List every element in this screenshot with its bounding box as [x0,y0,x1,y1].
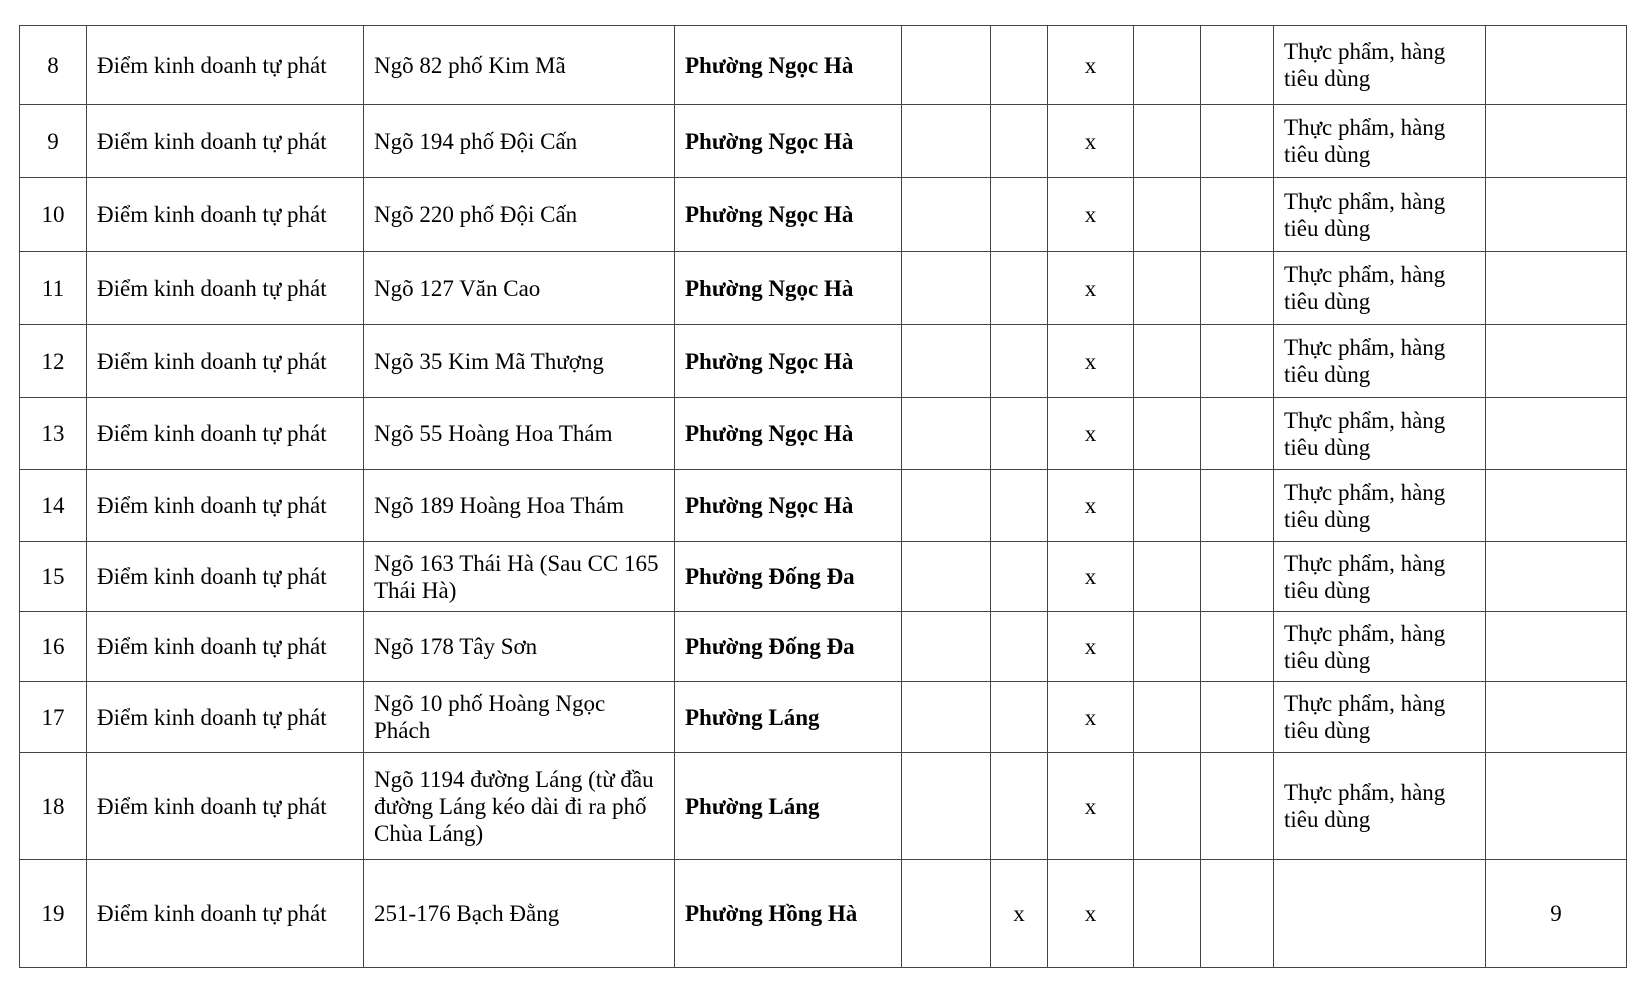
cell-col6 [991,612,1048,682]
cell-address: Ngõ 194 phố Đội Cấn [364,105,675,178]
cell-stt: 15 [20,542,87,612]
cell-ward: Phường Ngọc Hà [675,105,902,178]
cell-col6 [991,105,1048,178]
cell-col7: x [1048,105,1134,178]
cell-ward: Phường Ngọc Hà [675,252,902,325]
cell-col8 [1134,542,1201,612]
market-points-table [19,25,1627,968]
cell-col8 [1134,105,1201,178]
cell-category: Thực phẩm, hàng tiêu dùng [1274,682,1486,753]
cell-type: Điểm kinh doanh tự phát [87,178,364,252]
cell-category: Thực phẩm, hàng tiêu dùng [1274,753,1486,860]
cell-type: Điểm kinh doanh tự phát [87,398,364,470]
cell-col11 [1486,252,1627,325]
cell-col6 [991,682,1048,753]
cell-address: Ngõ 55 Hoàng Hoa Thám [364,398,675,470]
cell-address: Ngõ 127 Văn Cao [364,252,675,325]
cell-category: Thực phẩm, hàng tiêu dùng [1274,178,1486,252]
cell-col7: x [1048,470,1134,542]
cell-col9 [1201,398,1274,470]
cell-stt: 11 [20,252,87,325]
cell-category: Thực phẩm, hàng tiêu dùng [1274,26,1486,105]
cell-col5 [902,682,991,753]
cell-col5 [902,325,991,398]
cell-col11: 9 [1486,860,1627,968]
cell-category: Thực phẩm, hàng tiêu dùng [1274,325,1486,398]
cell-col9 [1201,860,1274,968]
cell-col7: x [1048,682,1134,753]
table-row [20,26,1627,105]
table-row [20,325,1627,398]
cell-col11 [1486,398,1627,470]
cell-col7: x [1048,178,1134,252]
cell-type: Điểm kinh doanh tự phát [87,26,364,105]
cell-col8 [1134,252,1201,325]
cell-address: Ngõ 10 phố Hoàng Ngọc Phách [364,682,675,753]
cell-col6 [991,398,1048,470]
cell-address: 251-176 Bạch Đằng [364,860,675,968]
cell-type: Điểm kinh doanh tự phát [87,105,364,178]
cell-ward: Phường Đống Đa [675,612,902,682]
cell-stt: 12 [20,325,87,398]
cell-col7: x [1048,542,1134,612]
cell-col6: x [991,860,1048,968]
cell-ward: Phường Đống Đa [675,542,902,612]
cell-ward: Phường Ngọc Hà [675,178,902,252]
table-row [20,542,1627,612]
cell-ward: Phường Láng [675,682,902,753]
cell-col11 [1486,753,1627,860]
cell-col5 [902,178,991,252]
table-row [20,753,1627,860]
cell-col9 [1201,753,1274,860]
cell-stt: 18 [20,753,87,860]
cell-col9 [1201,26,1274,105]
table-row [20,860,1627,968]
cell-col5 [902,542,991,612]
cell-stt: 13 [20,398,87,470]
cell-col5 [902,105,991,178]
cell-col11 [1486,612,1627,682]
cell-category: Thực phẩm, hàng tiêu dùng [1274,612,1486,682]
cell-category [1274,860,1486,968]
cell-ward: Phường Ngọc Hà [675,470,902,542]
cell-ward: Phường Ngọc Hà [675,26,902,105]
table-row [20,398,1627,470]
cell-col8 [1134,26,1201,105]
table-row [20,178,1627,252]
cell-col6 [991,325,1048,398]
cell-address: Ngõ 35 Kim Mã Thượng [364,325,675,398]
cell-type: Điểm kinh doanh tự phát [87,470,364,542]
cell-col9 [1201,105,1274,178]
table-body [20,26,1627,968]
cell-type: Điểm kinh doanh tự phát [87,612,364,682]
cell-col11 [1486,178,1627,252]
cell-col7: x [1048,612,1134,682]
cell-col11 [1486,105,1627,178]
cell-col7: x [1048,252,1134,325]
cell-category: Thực phẩm, hàng tiêu dùng [1274,542,1486,612]
cell-stt: 17 [20,682,87,753]
cell-col11 [1486,26,1627,105]
cell-col5 [902,612,991,682]
cell-col6 [991,542,1048,612]
cell-type: Điểm kinh doanh tự phát [87,542,364,612]
table-row [20,105,1627,178]
cell-stt: 9 [20,105,87,178]
cell-type: Điểm kinh doanh tự phát [87,252,364,325]
cell-col9 [1201,325,1274,398]
cell-category: Thực phẩm, hàng tiêu dùng [1274,398,1486,470]
cell-type: Điểm kinh doanh tự phát [87,753,364,860]
cell-col5 [902,26,991,105]
cell-address: Ngõ 178 Tây Sơn [364,612,675,682]
cell-col8 [1134,178,1201,252]
cell-type: Điểm kinh doanh tự phát [87,682,364,753]
cell-col8 [1134,753,1201,860]
cell-col9 [1201,542,1274,612]
cell-col11 [1486,470,1627,542]
cell-col8 [1134,682,1201,753]
cell-type: Điểm kinh doanh tự phát [87,860,364,968]
cell-col11 [1486,325,1627,398]
cell-type: Điểm kinh doanh tự phát [87,325,364,398]
cell-col9 [1201,252,1274,325]
cell-col6 [991,26,1048,105]
cell-stt: 8 [20,26,87,105]
cell-col5 [902,398,991,470]
cell-col11 [1486,542,1627,612]
cell-col9 [1201,682,1274,753]
cell-col7: x [1048,860,1134,968]
cell-col9 [1201,612,1274,682]
cell-stt: 10 [20,178,87,252]
cell-ward: Phường Láng [675,753,902,860]
cell-col9 [1201,178,1274,252]
table-row [20,252,1627,325]
cell-category: Thực phẩm, hàng tiêu dùng [1274,470,1486,542]
cell-ward: Phường Ngọc Hà [675,325,902,398]
cell-col8 [1134,612,1201,682]
cell-col5 [902,753,991,860]
cell-address: Ngõ 163 Thái Hà (Sau CC 165 Thái Hà) [364,542,675,612]
cell-col7: x [1048,753,1134,860]
cell-col5 [902,252,991,325]
cell-stt: 16 [20,612,87,682]
cell-stt: 14 [20,470,87,542]
cell-col7: x [1048,26,1134,105]
cell-col8 [1134,860,1201,968]
cell-col11 [1486,682,1627,753]
cell-address: Ngõ 1194 đường Láng (từ đầu đường Láng kéo dài đi ra phố Chùa Láng) [364,753,675,860]
cell-col6 [991,178,1048,252]
cell-address: Ngõ 189 Hoàng Hoa Thám [364,470,675,542]
cell-col5 [902,860,991,968]
cell-col6 [991,470,1048,542]
cell-category: Thực phẩm, hàng tiêu dùng [1274,252,1486,325]
cell-ward: Phường Hồng Hà [675,860,902,968]
cell-stt: 19 [20,860,87,968]
cell-ward: Phường Ngọc Hà [675,398,902,470]
cell-col6 [991,753,1048,860]
cell-address: Ngõ 82 phố Kim Mã [364,26,675,105]
table-row [20,612,1627,682]
cell-col5 [902,470,991,542]
cell-col6 [991,252,1048,325]
table-row [20,470,1627,542]
cell-category: Thực phẩm, hàng tiêu dùng [1274,105,1486,178]
cell-col7: x [1048,398,1134,470]
cell-address: Ngõ 220 phố Đội Cấn [364,178,675,252]
cell-col7: x [1048,325,1134,398]
cell-col9 [1201,470,1274,542]
cell-col8 [1134,470,1201,542]
table-row [20,682,1627,753]
cell-col8 [1134,398,1201,470]
cell-col8 [1134,325,1201,398]
